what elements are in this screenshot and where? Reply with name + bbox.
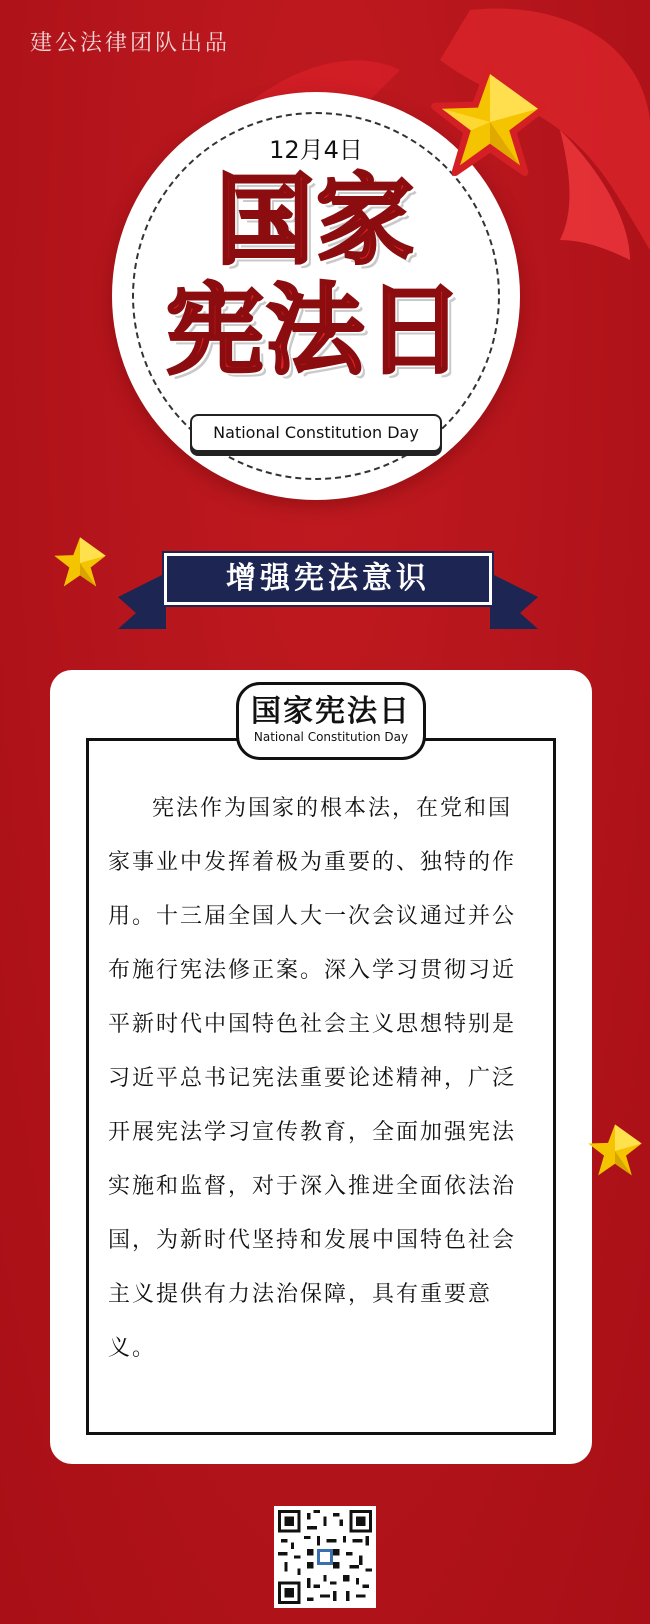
- qr-code[interactable]: [274, 1506, 376, 1608]
- card-tag: [236, 682, 426, 760]
- gold-star-icon: [52, 535, 108, 591]
- banner-label: 增强宪法意识: [164, 553, 492, 605]
- body-paragraph: 宪法作为国家的根本法，在党和国家事业中发挥着极为重要的、独特的作用。十三届全国人大一次会议通过并公布施行宪法修正案。深入学习贯彻习近平新时代中国特色社会主义思想特别是习近平总书记宪法重要论述精神，广泛开展宪法学习宣传教育，全面加强宪法实施和监督，对于深入推进全面依法治国，为新时代坚持和发展中国特色社会主义提供有力法治保障，具有重要意义。: [108, 796, 517, 1361]
- hero-title-line1: 国家: [215, 164, 416, 278]
- hero-title-line2: 宪法日: [165, 274, 466, 388]
- hero-date: 12月4日: [269, 136, 363, 164]
- qr-code-pattern: [278, 1510, 372, 1604]
- credit-text: 建公法律团队出品: [30, 31, 231, 56]
- gold-star-icon: [430, 62, 550, 182]
- card-tag-subtitle: National Constitution Day: [253, 730, 409, 744]
- english-badge: National Constitution Day: [190, 414, 442, 452]
- content-card: [50, 670, 592, 1464]
- banner: [118, 553, 538, 633]
- card-tag-title: 国家宪法日: [251, 694, 411, 729]
- gold-star-icon: [586, 1122, 644, 1180]
